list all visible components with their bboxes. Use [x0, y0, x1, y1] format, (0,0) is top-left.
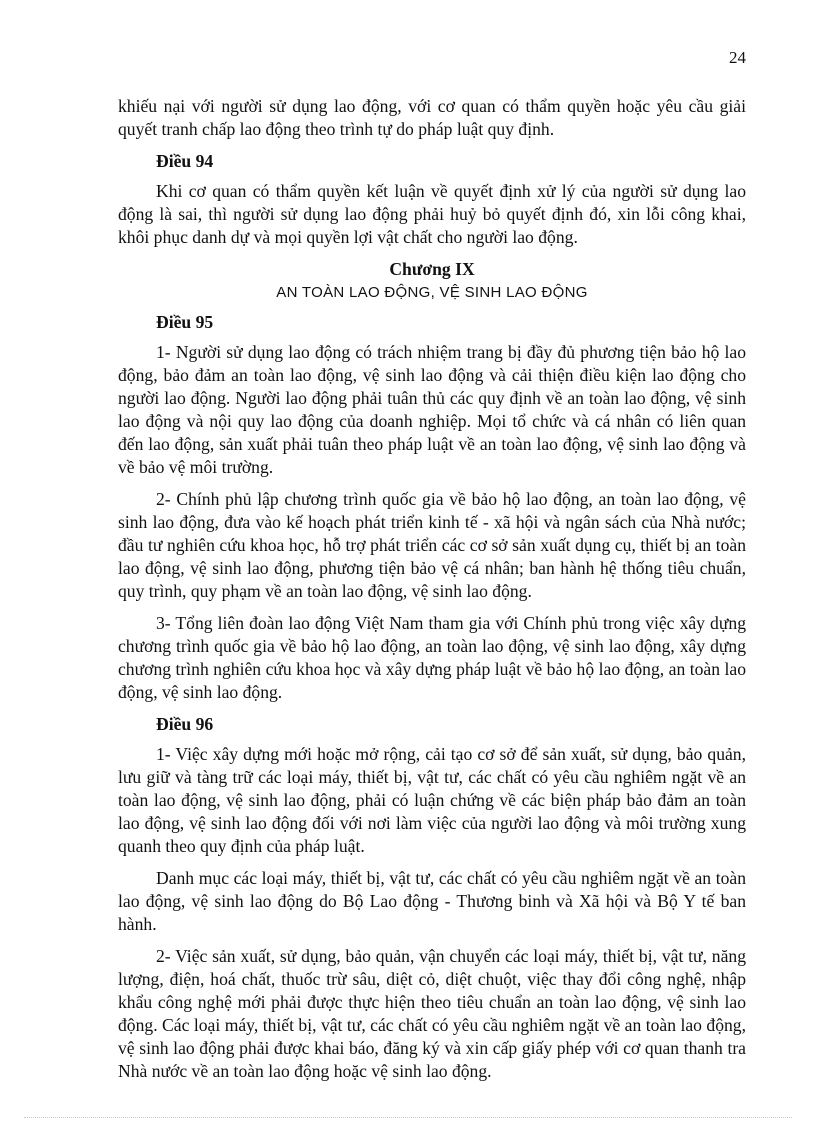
article-96-clause-1: 1- Việc xây dựng mới hoặc mở rộng, cải tạo cơ sở để sản xuất, sử dụng, bảo quản, lưu giữ và tàng trữ các loại máy, thiết bị, vật tư, các chất có yêu cầu nghiêm ngặt về an toàn lao động, vệ sinh lao động, phải có luận chứng về các biện pháp bảo đảm an toàn lao động, vệ sinh lao động đối với nơi làm việc của người lao động và môi trường xung quanh theo quy định của pháp luật. — [118, 744, 746, 856]
article-96-clause-2: 2- Việc sản xuất, sử dụng, bảo quản, vận chuyển các loại máy, thiết bị, vật tư, năng lượng, điện, hoá chất, thuốc trừ sâu, diệt cỏ, diệt chuột, việc thay đổi công nghệ, nhập khẩu công nghệ mới phải được thực hiện theo tiêu chuẩn an toàn lao động, vệ sinh lao động. Các loại máy, thiết bị, vật tư, các chất có yêu cầu nghiêm ngặt về an toàn lao động, vệ sinh lao động phải được khai báo, đăng ký và xin cấp giấy phép với cơ quan thanh tra Nhà nước về an toàn lao động hoặc vệ sinh lao động. — [118, 946, 746, 1081]
page-number: 24 — [729, 48, 746, 67]
article-96-title: Điều 96 — [156, 714, 214, 734]
chapter-subtitle: AN TOÀN LAO ĐỘNG, VỆ SINH LAO ĐỘNG — [276, 284, 588, 301]
article-95-clause-3: 3- Tổng liên đoàn lao động Việt Nam tham gia với Chính phủ trong việc xây dựng chương trình quốc gia về bảo hộ lao động, an toàn lao động, vệ sinh lao động, xây dựng chương trình nghiên cứu khoa học và xây dựng pháp luật về bảo hộ lao động, an toàn lao động, vệ sinh lao động. — [118, 613, 746, 702]
article-95-title: Điều 95 — [156, 312, 214, 332]
article-96-list-paragraph: Danh mục các loại máy, thiết bị, vật tư, các chất có yêu cầu nghiêm ngặt về an toàn lao động, vệ sinh lao động do Bộ Lao động - Thương binh và Xã hội và Bộ Y tế ban hành. — [118, 868, 746, 934]
article-94-paragraph: Khi cơ quan có thẩm quyền kết luận về quyết định xử lý của người sử dụng lao động là sai, thì người sử dụng lao động phải huỷ bỏ quyết định đó, xin lỗi công khai, khôi phục danh dự và mọi quyền lợi vật chất cho người lao động. — [118, 181, 746, 247]
document-body — [118, 95, 746, 1092]
footer-divider — [24, 1117, 792, 1118]
article-95-clause-1: 1- Người sử dụng lao động có trách nhiệm trang bị đầy đủ phương tiện bảo hộ lao động, bảo đảm an toàn lao động, vệ sinh lao động và cải thiện điều kiện lao động cho người lao động. Người lao động phải tuân thủ các quy định về an toàn lao động, vệ sinh lao động và nội quy lao động của doanh nghiệp. Mọi tổ chức và cá nhân có liên quan đến lao động, sản xuất phải tuân theo pháp luật về an toàn lao động, vệ sinh lao động và về bảo vệ môi trường. — [118, 342, 746, 477]
intro-paragraph: khiếu nại với người sử dụng lao động, với cơ quan có thẩm quyền hoặc yêu cầu giải quyết tranh chấp lao động theo trình tự do pháp luật quy định. — [118, 96, 746, 139]
article-94-title: Điều 94 — [156, 151, 214, 171]
chapter-title: Chương IX — [389, 259, 475, 279]
article-95-clause-2: 2- Chính phủ lập chương trình quốc gia về bảo hộ lao động, an toàn lao động, vệ sinh lao động, đưa vào kế hoạch phát triển kinh tế - xã hội và ngân sách của Nhà nước; đầu tư nghiên cứu khoa học, hỗ trợ phát triển các cơ sở sản xuất dụng cụ, thiết bị an toàn lao động, vệ sinh lao động, phương tiện bảo vệ cá nhân; ban hành hệ thống tiêu chuẩn, quy trình, quy phạm về an toàn lao động, vệ sinh lao động. — [118, 489, 746, 601]
